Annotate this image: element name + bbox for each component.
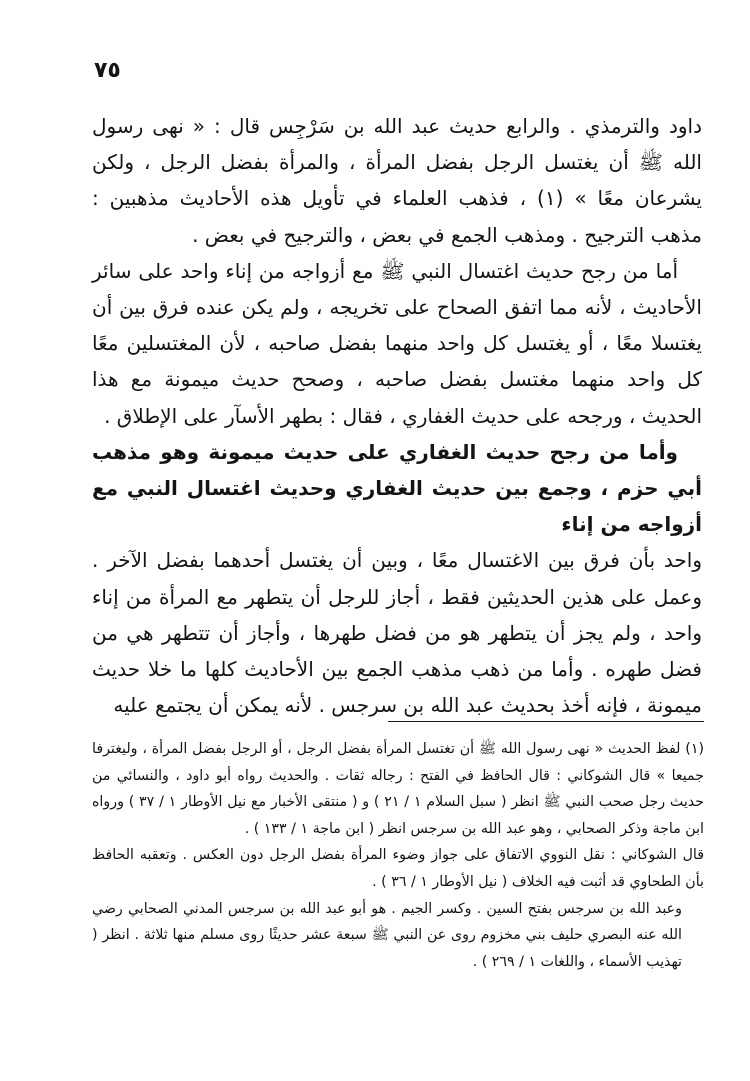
footnote-2: قال الشوكاني : نقل النووي الاتفاق على جواز وضوء المرأة بفضل الرجل دون العكس . وتعقبه الحافظ بأن الطحاوي قد أثبت فيه الخلاف ( نيل الأوطار ١ / ٣٦ ) .: [92, 847, 704, 890]
footnote-separator: [388, 721, 704, 722]
paragraph-3-continuation: واحد بأن فرق بين الاغتسال معًا ، وبين أن يغتسل أحدهما بفضل الآخر . وعمل على هذين الحديثين فقط ، أجاز للرجل أن يتطهر مع المرأة من إناء واحد ، ولم يجز أن يتطهر هو من فضل طهرها ، وأجاز أن تتطهر هي من فضل طهره . وأما من ذهب مذهب الجمع بين الأحاديث كلها ما خلا حديث ميمونة ، فإنه أخذ بحديث عبد الله بن سرجس . لأنه يمكن أن يجتمع عليه: [92, 548, 702, 718]
paragraph-2: أما من رجح حديث اغتسال النبي ﷺ مع أزواجه من إناء واحد على سائر الأحاديث ، لأنه مما اتفق الصحاح على تخريجه ، ولم يكن عنده فرق بين أن يغتسلا معًا ، أو يغتسل كل واحد منهما بفضل صاحبه ، لأن المغتسلين معًا كل واحد منهما مغتسل بفضل صاحبه ، وصحح حديث ميمونة مع هذا الحديث ، ورجحه على حديث الغفاري ، فقال : بطهر الأسآر على الإطلاق .: [92, 258, 702, 428]
footnotes: [92, 736, 704, 975]
paragraph-1: داود والترمذي . والرابع حديث عبد الله بن سَرْجِس قال : « نهى رسول الله ﷺ أن يغتسل الرجل بفضل المرأة ، والمرأة بفضل الرجل ، ولكن يشرعان معًا » (١) ، فذهب العلماء في تأويل هذه الأحاديث مذهبين : مذهب الترجيح . ومذهب الجمع في بعض ، والترجيح في بعض .: [92, 114, 702, 247]
main-text: [92, 108, 702, 723]
footnote-3: وعبد الله بن سرجس بفتح السين . وكسر الجيم . هو أبو عبد الله بن سرجس المدني الصحابي رضي الله عنه البصري حليف بني مخزوم روى عن النبي ﷺ سبعة عشر حديثًا روى مسلم منها ثلاثة . انظر ( تهذيب الأسماء ، واللغات ١ / ٢٦٩ ) .: [92, 900, 682, 970]
paragraph-3-bold: وأما من رجح حديث الغفاري على حديث ميمونة وهو مذهب أبي حزم ، وجمع بين حديث الغفاري وحديث اغتسال النبي مع أزواجه من إناء: [92, 439, 702, 537]
footnote-1: (١) لفظ الحديث « نهى رسول الله ﷺ أن تغتسل المرأة بفضل الرجل ، أو الرجل بفضل المرأة ، وليغترفا جميعا » قال الشوكاني : قال الحافظ في الفتح : رجاله ثقات . والحديث رواه أبو داود ، والنسائي من حديث رجل صحب النبي ﷺ انظر ( سبل السلام ١ / ٢١ ) و ( منتقى الأخبار مع نيل الأوطار ١ / ٣٧ ) ورواه ابن ماجة وذكر الصحابي ، وهو عبد الله بن سرجس انظر ( ابن ماجة ١ / ١٣٣ ) .: [92, 741, 704, 837]
page-number: ٧٥: [94, 58, 121, 83]
